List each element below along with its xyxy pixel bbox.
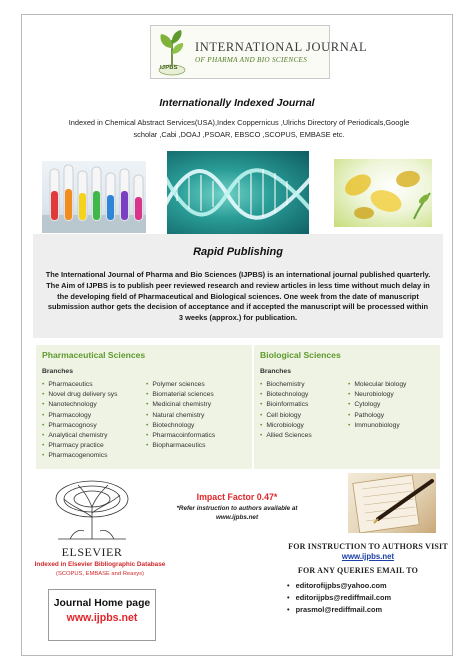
journal-logo: [150, 25, 368, 79]
elsevier-tree-logo-icon: [44, 477, 140, 543]
impact-factor-note: *Refer instruction to authors available at www.ijpbs.net: [176, 505, 298, 521]
dna-helix-photo: [167, 151, 309, 237]
list-item: • Analytical chemistry: [42, 431, 117, 441]
list-item: • Neurobiology: [348, 390, 406, 400]
bio-branch-list-1: [260, 380, 312, 441]
list-item: • Pharmacology: [42, 411, 117, 421]
biological-sciences-heading: Biological Sciences: [260, 350, 341, 360]
pharma-branch-list-2: [146, 380, 215, 451]
instructions-link[interactable]: www.ijpbs.net: [341, 552, 395, 561]
list-item: • Pharmacognosy: [42, 421, 117, 431]
journal-home-label: Journal Home page: [53, 598, 151, 609]
rapid-publishing-heading: Rapid Publishing: [193, 246, 283, 258]
bio-branch-list-2: [348, 380, 406, 431]
list-item: • Biopharmaceutics: [146, 441, 215, 451]
pharmaceutical-sciences-heading: Pharmaceutical Sciences: [42, 350, 146, 360]
rapid-publishing-section: [33, 234, 443, 338]
list-item: • Biochemistry: [260, 380, 312, 390]
list-item: • Nanotechnology: [42, 400, 117, 410]
indexed-description: Indexed in Chemical Abstract Services(USA),Index Coppernicus ,Ulrichs Directory of Periodicals,Google scholar ,Cabi ,DOAJ ,PSOAR, EBSCO ,SCOPUS, EMBASE etc.: [68, 118, 410, 139]
test-tubes-photo: [42, 161, 146, 233]
pen-and-notebook-photo: [348, 473, 436, 533]
email-item[interactable]: • prasmol@rediffmail.com: [287, 604, 391, 616]
list-item: • Natural chemistry: [146, 411, 215, 421]
list-item: • Polymer sciences: [146, 380, 215, 390]
impact-factor: Impact Factor 0.47*: [196, 492, 278, 502]
list-item: • Novel drug delivery sys: [42, 390, 117, 400]
bio-branches-label: Branches: [260, 368, 291, 375]
instructions-heading: FOR INSTRUCTION TO AUTHORS VISIT: [288, 542, 448, 551]
list-item: • Biotechnology: [260, 390, 312, 400]
rapid-publishing-text: The International Journal of Pharma and Bio Sciences (IJPBS) is an international journal published quarterly. The Aim of IJPBS is to publish peer reviewed research and review articles in less time without much delay in the developing field of Pharmaceutical and Biological sciences. One week from the date of manuscript submission author gets the decision of acceptance and if accepted the manuscript will be processed within 3 weeks (approx.) for publication.: [45, 270, 431, 323]
capsules-photo: [334, 159, 432, 227]
list-item: • Pharmacoinformatics: [146, 431, 215, 441]
elsevier-databases-text: (SCOPUS, EMBASE and Reaxys): [56, 571, 144, 577]
list-item: • Immunobiology: [348, 421, 406, 431]
journal-home-link[interactable]: www.ijpbs.net: [66, 612, 138, 624]
list-item: • Cytology: [348, 400, 406, 410]
email-list: [287, 580, 391, 617]
queries-heading: FOR ANY QUERIES EMAIL TO: [297, 566, 419, 575]
biological-sciences-panel: [254, 345, 440, 469]
list-item: • Molecular biology: [348, 380, 406, 390]
list-item: • Biotechnology: [146, 421, 215, 431]
list-item: • Allied Sciences: [260, 431, 312, 441]
logo-subtitle: OF PHARMA AND BIO SCIENCES: [195, 56, 308, 64]
list-item: • Pharmacy practice: [42, 441, 117, 451]
list-item: • Pharmacogenomics: [42, 451, 117, 461]
list-item: • Bioinformatics: [260, 400, 312, 410]
elsevier-wordmark: ELSEVIER: [61, 545, 123, 559]
list-item: • Cell biology: [260, 411, 312, 421]
journal-home-box: [48, 589, 156, 641]
leaf-logo-icon: [151, 26, 193, 78]
elsevier-indexed-text: Indexed in Elsevier Bibliographic Database: [34, 561, 166, 568]
email-item[interactable]: • editorijpbs@rediffmail.com: [287, 592, 391, 604]
indexed-heading: Internationally Indexed Journal: [159, 97, 315, 109]
list-item: • Pathology: [348, 411, 406, 421]
journal-flyer: [21, 14, 453, 656]
list-item: • Pharmaceutics: [42, 380, 117, 390]
list-item: • Microbiology: [260, 421, 312, 431]
logo-title: INTERNATIONAL JOURNAL: [195, 40, 368, 54]
pharma-branches-label: Branches: [42, 368, 73, 375]
pharma-branch-list-1: [42, 380, 117, 462]
email-item[interactable]: • editorofijpbs@yahoo.com: [287, 580, 391, 592]
list-item: • Biomaterial sciences: [146, 390, 215, 400]
logo-badge-text: IJPBS: [160, 65, 178, 71]
list-item: • Medicinal chemistry: [146, 400, 215, 410]
pharmaceutical-sciences-panel: [36, 345, 252, 469]
